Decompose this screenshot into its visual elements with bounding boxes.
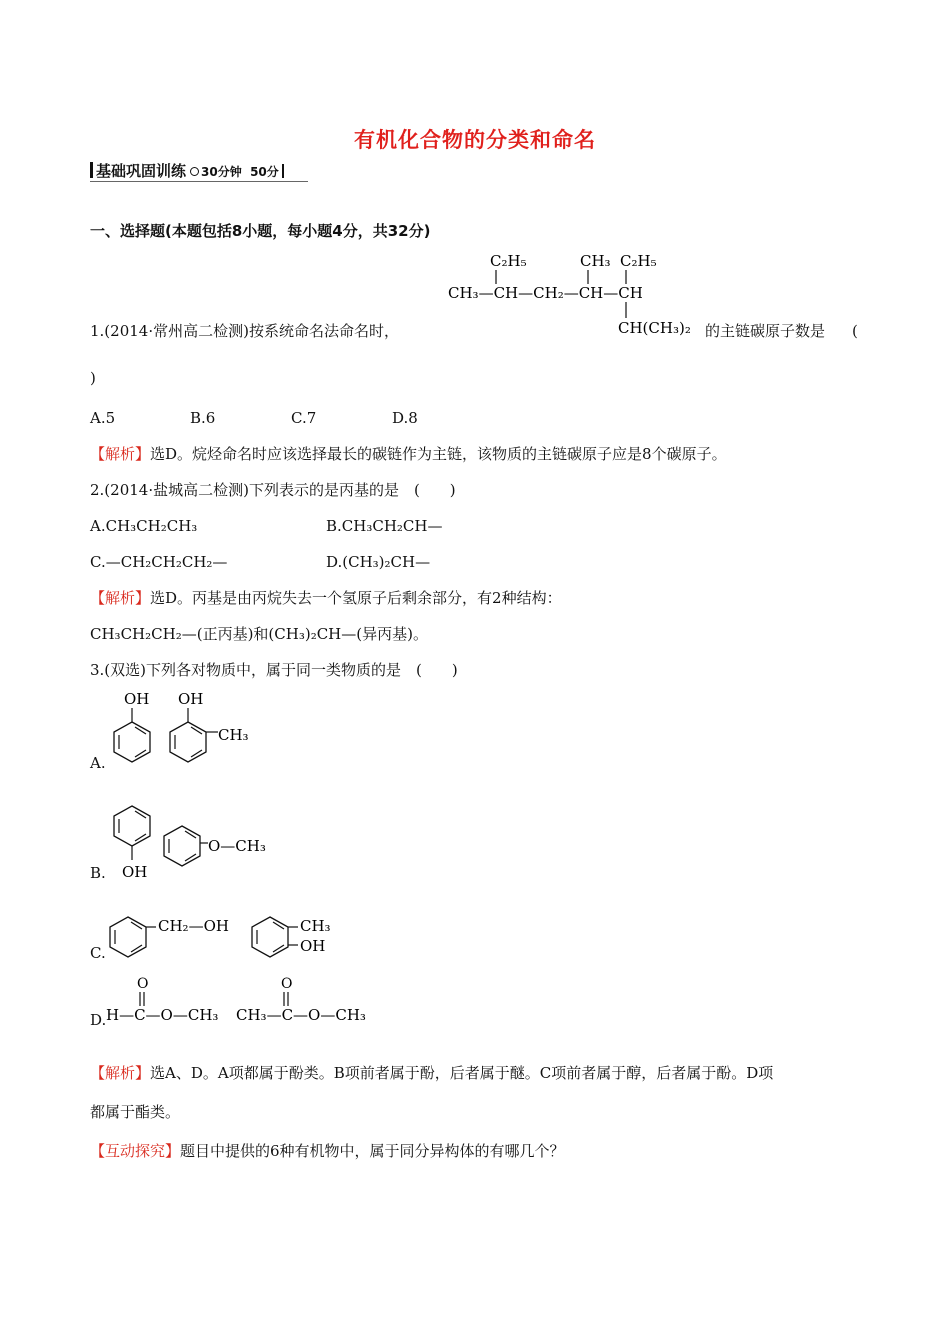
q3-label-d: D. — [90, 1011, 107, 1029]
clock-icon — [190, 167, 199, 176]
q3-analysis-text: 选A、D。A项都属于酚类。B项前者属于酚，后者属于醚。C项前者属于醇，后者属于酚。D项 — [150, 1064, 774, 1082]
ch3-group: CH₃ — [300, 917, 331, 935]
q1-stem: 1.(2014·常州高二检测)按系统命名法命名时， — [90, 322, 399, 340]
phenol-structure — [114, 806, 150, 881]
q1-main-chain: CH₃—CH—CH₂—CH—CH — [448, 284, 643, 302]
q2-analysis-tag: 【解析】 — [90, 589, 151, 607]
q1-paren-close: ) — [90, 369, 96, 387]
q1-sub-methyl: CH₃ — [580, 252, 611, 270]
q3-option-c-structures — [100, 905, 350, 975]
methyl-acetate-structure — [236, 976, 366, 1024]
ch3-group: CH₃ — [218, 726, 249, 744]
q3-explore — [90, 1141, 565, 1161]
o-cresol-structure — [252, 917, 331, 957]
o-cresol-structure — [170, 690, 249, 762]
q2-analysis — [90, 588, 562, 608]
acetate-chain: CH₃—C—O—CH₃ — [236, 1006, 366, 1024]
oh-group: OH — [122, 863, 148, 881]
q3-option-a-structures — [100, 688, 260, 778]
anisole-structure — [164, 826, 266, 866]
section-bar-left — [90, 162, 93, 178]
carbonyl-oxygen: O — [281, 976, 293, 992]
q1-structure — [440, 246, 710, 346]
q3-analysis-line2: 都属于酯类。 — [90, 1103, 181, 1121]
q1-stem-after: 的主链碳原子数是 — [705, 322, 826, 340]
q1-option-d: D.8 — [392, 409, 418, 427]
q3-label-c: C. — [90, 944, 106, 962]
q1-option-c: C.7 — [291, 409, 317, 427]
oh-group: OH — [300, 937, 326, 955]
q3-explore-text: 题目中提供的6种有机物中，属于同分异构体的有哪几个？ — [180, 1142, 565, 1160]
q3-analysis — [90, 1063, 773, 1083]
q1-analysis-tag: 【解析】 — [90, 445, 151, 463]
methyl-formate-structure — [106, 976, 218, 1024]
score-total: 50分 — [250, 165, 279, 179]
q3-explore-tag: 【互动探究】 — [90, 1142, 181, 1160]
section-tag — [90, 160, 284, 183]
time-limit: 30分钟 — [201, 165, 242, 179]
oh-group: OH — [178, 690, 204, 708]
q1-option-b: B.6 — [190, 409, 216, 427]
page-title: 有机化合物的分类和命名 — [354, 127, 596, 152]
q3-analysis-tag: 【解析】 — [90, 1064, 151, 1082]
q3-option-d-structures — [100, 972, 390, 1032]
section-time — [190, 165, 279, 179]
part1-heading: 一、选择题(本题包括8小题，每小题4分，共32分) — [90, 222, 431, 240]
q1-analysis — [90, 444, 727, 464]
oh-group: OH — [124, 690, 150, 708]
phenol-structure — [114, 690, 150, 762]
q2-option-b: B.CH₃CH₂CH— — [326, 517, 443, 535]
q3-stem: 3.(双选)下列各对物质中，属于同一类物质的是 ( ) — [90, 661, 458, 679]
q2-option-d: D.(CH₃)₂CH— — [326, 553, 431, 571]
q2-option-a: A.CH₃CH₂CH₃ — [90, 517, 198, 535]
benzyl-alcohol-structure — [110, 917, 229, 957]
q1-sub-ethyl-1: C₂H₅ — [490, 252, 527, 270]
q3-label-a: A. — [90, 754, 106, 772]
q1-paren-open: ( — [852, 322, 858, 340]
q2-option-c: C.—CH₂CH₂CH₂— — [90, 553, 228, 571]
section-bar-right — [282, 164, 284, 178]
q3-option-b-structures — [100, 800, 290, 885]
section-label: 基础巩固训练 — [96, 162, 187, 180]
q1-sub-ethyl-2: C₂H₅ — [620, 252, 657, 270]
q1-analysis-text: 选D。烷烃命名时应该选择最长的碳链作为主链，该物质的主链碳原子应是8个碳原子。 — [150, 445, 727, 463]
formate-chain: H—C—O—CH₃ — [106, 1006, 219, 1024]
q2-analysis-line2: CH₃CH₂CH₂—(正丙基)和(CH₃)₂CH—(异丙基)。 — [90, 625, 428, 643]
q3-label-b: B. — [90, 864, 106, 882]
q1-option-a: A.5 — [90, 409, 116, 427]
q2-analysis-text: 选D。丙基是由丙烷失去一个氢原子后剩余部分，有2种结构： — [150, 589, 562, 607]
q2-stem: 2.(2014·盐城高二检测)下列表示的是丙基的是 ( ) — [90, 481, 456, 499]
methoxy-group: O—CH₃ — [208, 837, 266, 855]
carbonyl-oxygen: O — [137, 976, 149, 992]
q1-sub-isopropyl: CH(CH₃)₂ — [618, 319, 691, 337]
section-underline — [90, 181, 308, 182]
ch2oh-group: CH₂—OH — [158, 917, 229, 935]
